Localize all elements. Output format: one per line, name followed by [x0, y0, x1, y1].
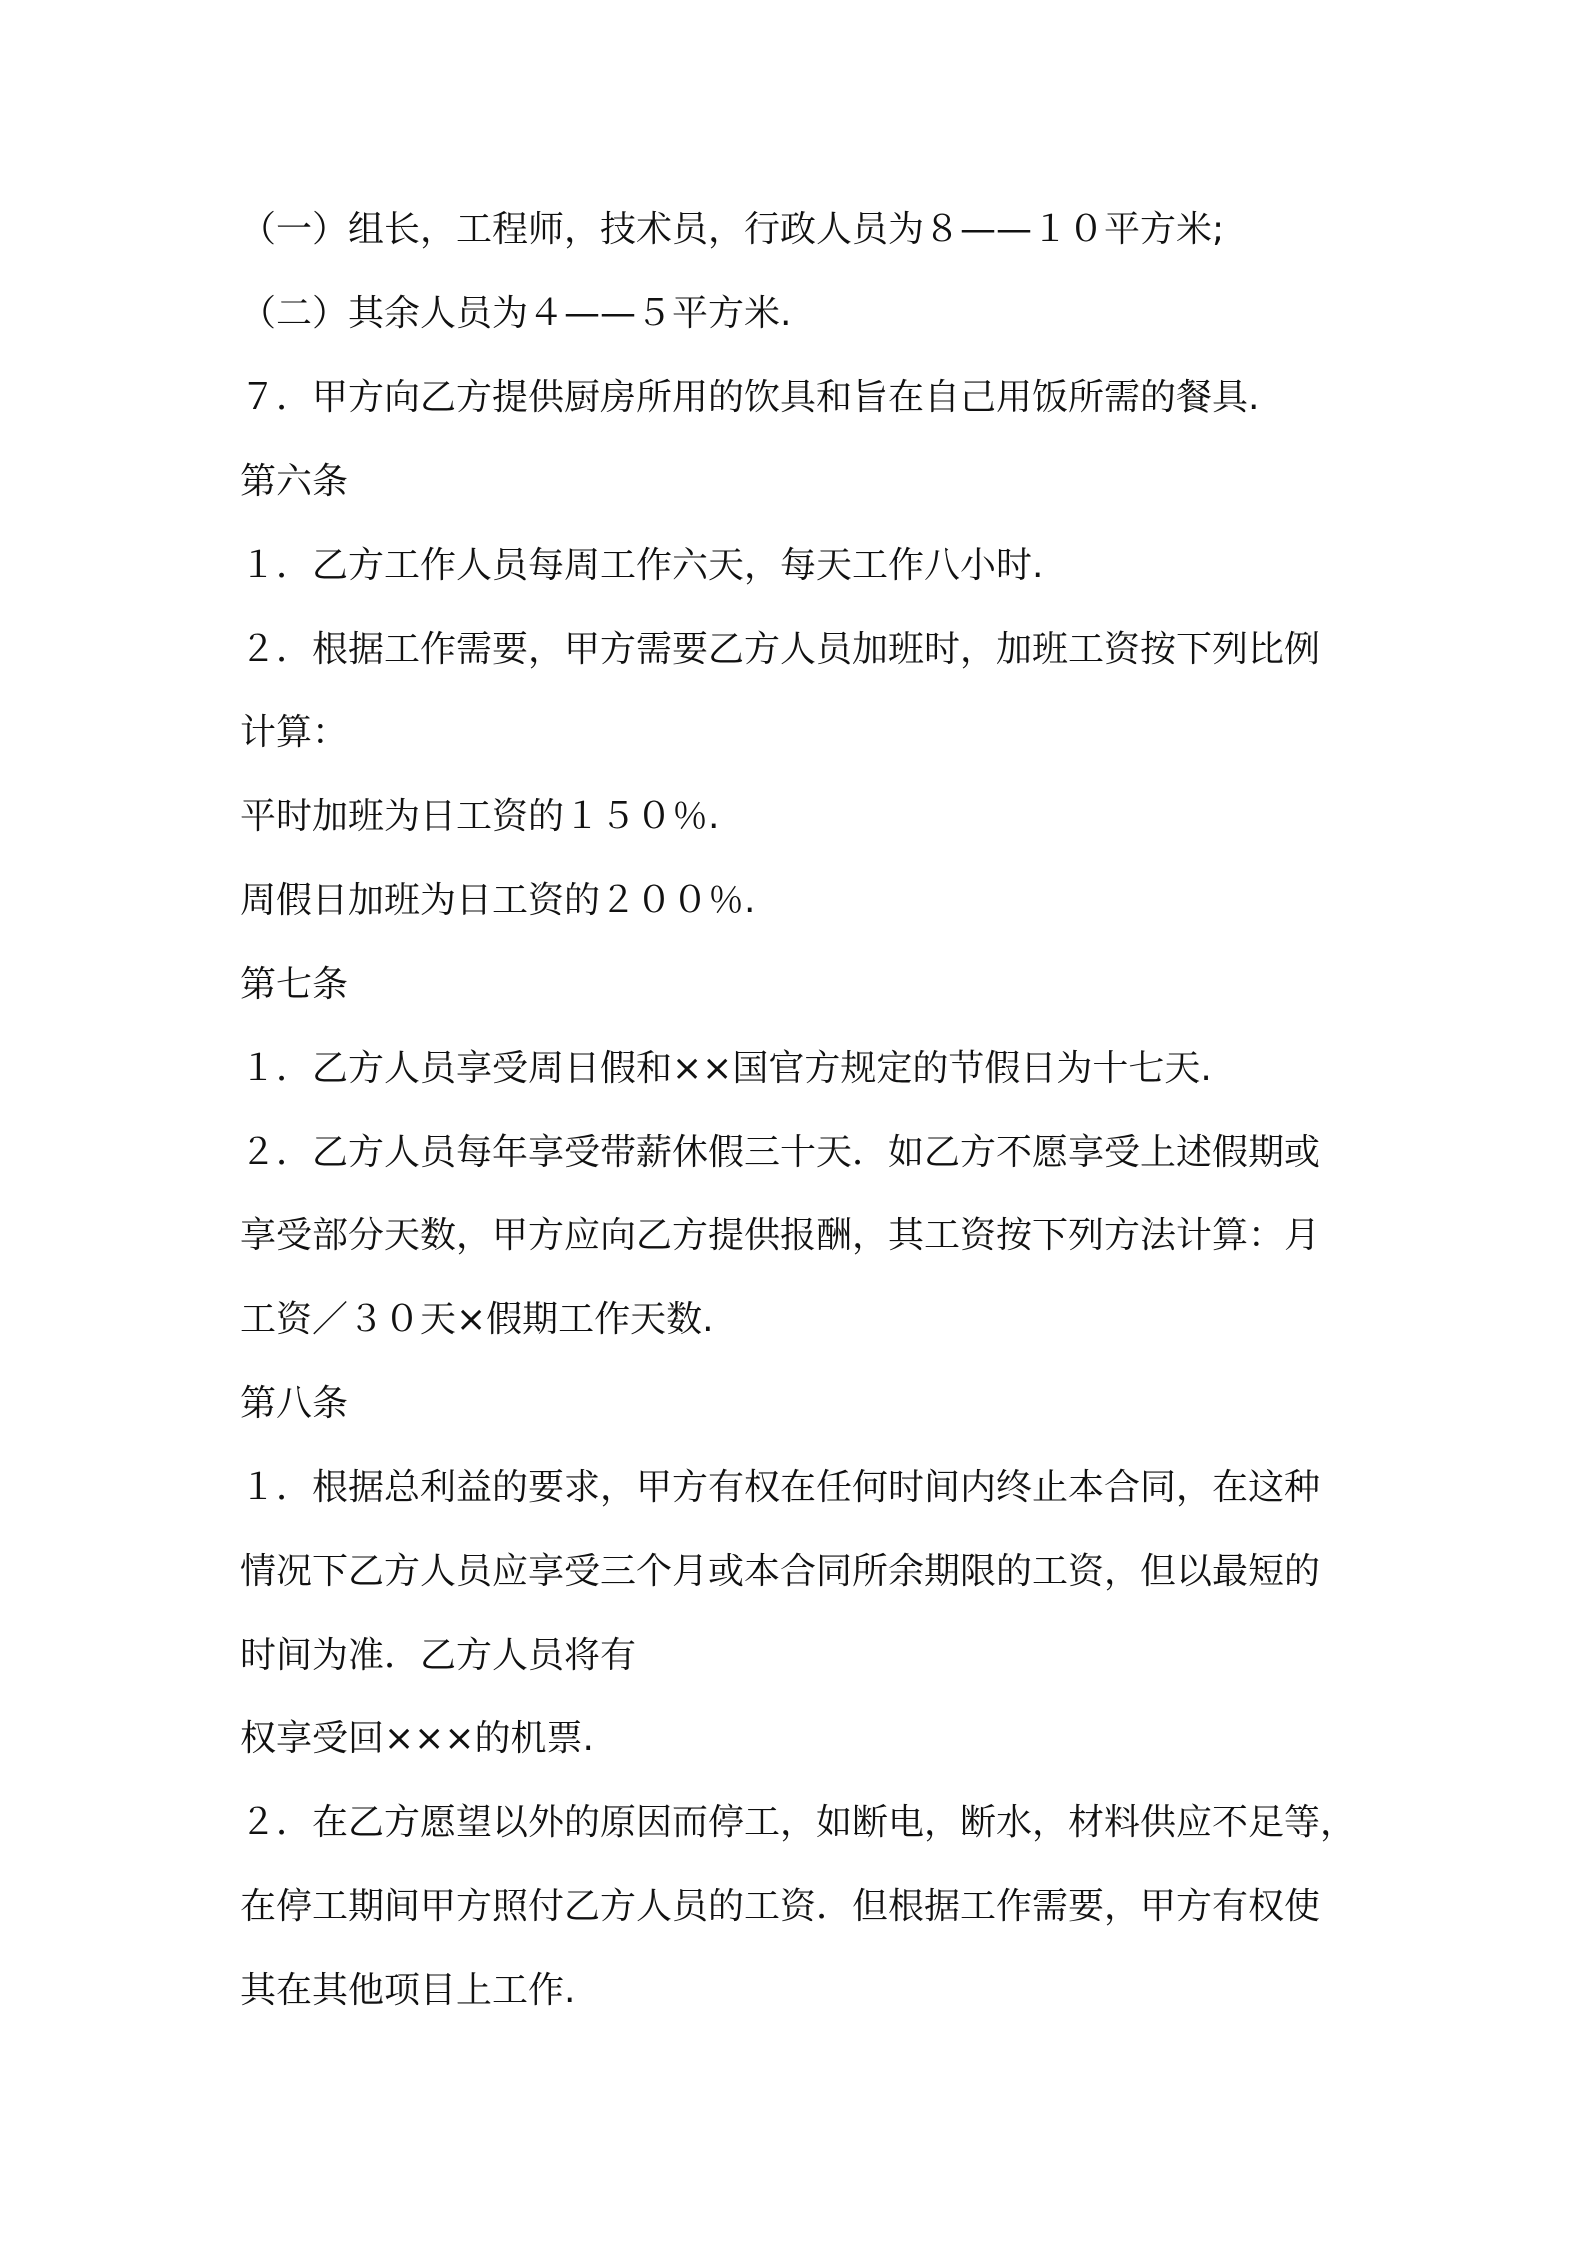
text-line-overtime-intro-cont: 计算：	[240, 712, 349, 753]
text-line-overtime-holiday: 周假日加班为日工资的２００％.	[240, 880, 756, 921]
text-line-paid-leave: ２．乙方人员每年享受带薪休假三十天．如乙方不愿享受上述假期或	[240, 1132, 1321, 1173]
text-line-work-stoppage-cont: 在停工期间甲方照付乙方人员的工资．但根据工作需要，甲方有权使	[240, 1886, 1321, 1927]
text-line-holidays: １．乙方人员享受周日假和××国官方规定的节假日为十七天.	[240, 1048, 1212, 1089]
text-line-overtime-intro: ２．根据工作需要，甲方需要乙方人员加班时，加班工资按下列比例	[240, 629, 1321, 670]
text-line-office-space-other: （二）其余人员为４——５平方米.	[240, 293, 792, 334]
text-line-working-hours: １．乙方工作人员每周工作六天，每天工作八小时.	[240, 545, 1044, 586]
text-line-paid-leave-formula: 工资／３０天×假期工作天数.	[240, 1299, 714, 1340]
text-line-office-space-senior: （一）组长，工程师，技术员，行政人员为８——１０平方米;	[240, 209, 1225, 250]
article-heading-seven: 第七条	[240, 964, 349, 1005]
text-line-overtime-weekday: 平时加班为日工资的１５０％.	[240, 796, 720, 837]
text-line-termination-cont: 情况下乙方人员应享受三个月或本合同所余期限的工资，但以最短的	[240, 1551, 1321, 1592]
text-line-air-ticket: 权享受回×××的机票.	[240, 1718, 594, 1759]
text-line-work-stoppage: ２．在乙方愿望以外的原因而停工，如断电，断水，材料供应不足等，	[240, 1802, 1357, 1843]
article-heading-six: 第六条	[240, 461, 349, 502]
text-line-termination: １．根据总利益的要求，甲方有权在任何时间内终止本合同，在这种	[240, 1467, 1321, 1508]
text-line-work-stoppage-end: 其在其他项目上工作.	[240, 1970, 576, 2011]
text-line-clause-7-kitchenware: ７．甲方向乙方提供厨房所用的饮具和旨在自己用饭所需的餐具.	[240, 377, 1260, 418]
article-heading-eight: 第八条	[240, 1383, 349, 1424]
text-line-termination-cont-2: 时间为准．乙方人员将有	[240, 1635, 637, 1676]
text-line-paid-leave-cont: 享受部分天数，甲方应向乙方提供报酬，其工资按下列方法计算：月	[240, 1215, 1321, 1256]
